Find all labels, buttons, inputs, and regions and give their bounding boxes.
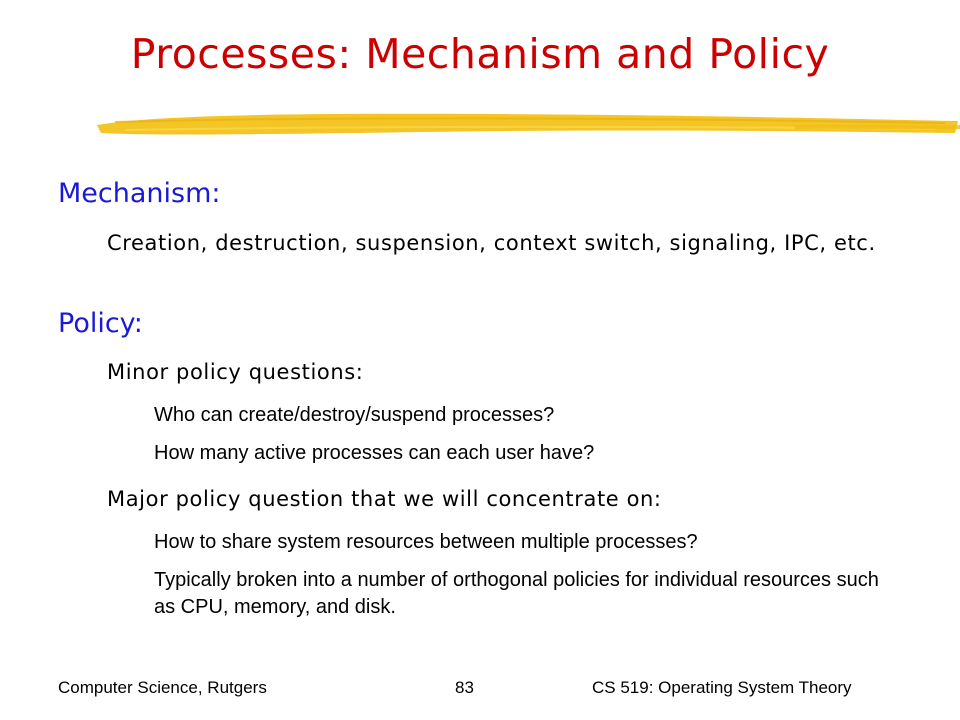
mechanism-heading: Mechanism: [58, 178, 221, 209]
major-policy-label: Major policy question that we will concentrate on: [107, 487, 662, 511]
mechanism-item: Creation, destruction, suspension, context switch, signaling, IPC, etc. [107, 231, 876, 255]
highlighter-stroke-decoration [95, 105, 960, 145]
policy-heading: Policy: [58, 308, 143, 339]
slide-title: Processes: Mechanism and Policy [130, 30, 830, 78]
page-number: 83 [455, 678, 474, 697]
major-policy-item: Typically broken into a number of orthogonal policies for individual resources such as CPU, memory, and disk. [154, 569, 879, 618]
footer-right: CS 519: Operating System Theory [592, 678, 852, 697]
minor-policy-label: Minor policy questions: [107, 360, 364, 384]
minor-policy-item: How many active processes can each user have? [154, 442, 595, 464]
major-policy-item: How to share system resources between multiple processes? [154, 531, 698, 553]
minor-policy-item: Who can create/destroy/suspend processes? [154, 404, 555, 426]
footer-left: Computer Science, Rutgers [58, 678, 267, 697]
